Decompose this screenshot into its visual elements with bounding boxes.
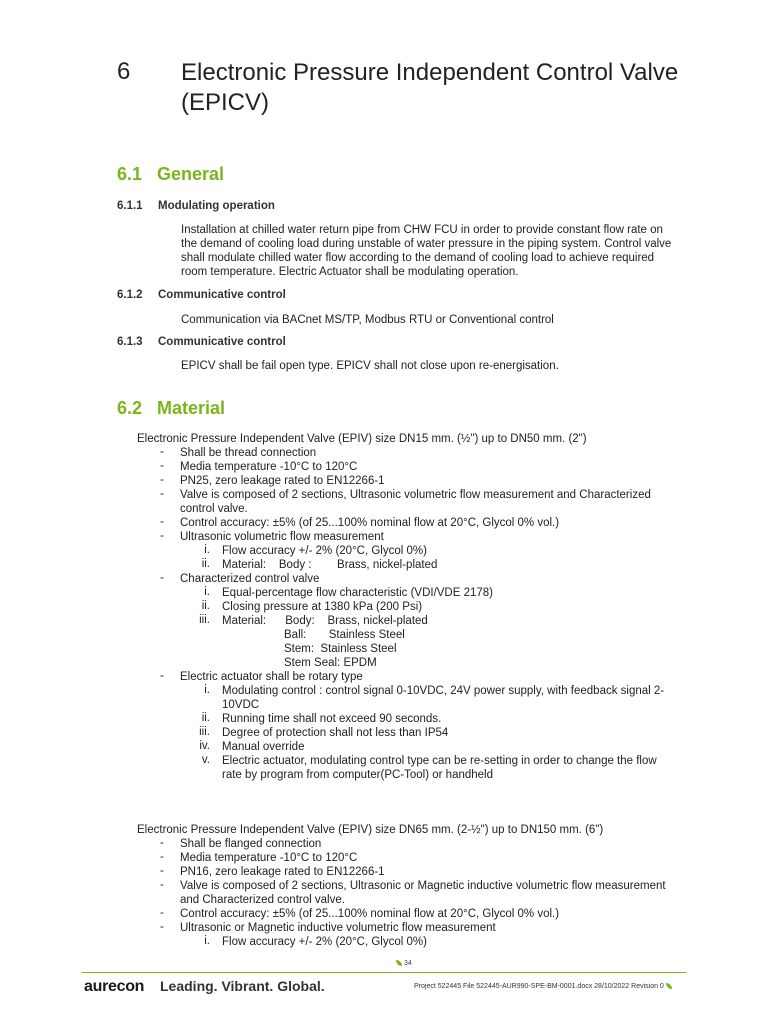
list-item: Control accuracy: ±5% (of 25...100% nominal flow at 20°C, Glycol 0% vol.) <box>180 517 560 529</box>
subsection-6-1-3-heading <box>117 336 286 348</box>
material-intro: Electronic Pressure Independent Valve (EPIV) size DN15 mm. (½") up to DN50 mm. (2") <box>137 433 587 445</box>
roman-numeral: i. <box>204 544 210 556</box>
list-dash: - <box>160 474 164 486</box>
list-dash: - <box>160 460 164 472</box>
roman-numeral: iv. <box>199 740 210 752</box>
sublist-item-continued: rate by program from computer(PC-Tool) or handheld <box>222 769 494 781</box>
list-item: Ultrasonic volumetric flow measurement <box>180 531 384 543</box>
project-reference-text: Project 522445 File 522445-AUR990-SPE-BM-0001.docx 28/10/2022 Revision 0 <box>414 983 664 990</box>
roman-numeral: ii. <box>201 558 210 570</box>
subsection-6-1-2-heading <box>117 289 286 301</box>
list-dash: - <box>160 488 164 500</box>
sublist-item: Closing pressure at 1380 kPa (200 Psi) <box>222 601 423 613</box>
subsection-title: Modulating operation <box>158 200 275 212</box>
section-6-2-heading <box>117 398 225 419</box>
list-item: Electric actuator shall be rotary type <box>180 671 363 683</box>
footer-tagline: Leading. Vibrant. Global. <box>160 978 325 994</box>
list-item-continued: control valve. <box>180 503 248 515</box>
list-dash: - <box>160 879 164 891</box>
list-item: PN25, zero leakage rated to EN12266-1 <box>180 475 385 487</box>
page-number-text: 34 <box>404 960 412 967</box>
paragraph-line: shall modulate chilled water flow according to the demand of cooling load to achieve required <box>181 252 655 264</box>
sublist-item: Electric actuator, modulating control type can be re-setting in order to change the flow <box>222 755 657 767</box>
list-item: Media temperature -10°C to 120°C <box>180 852 358 864</box>
roman-numeral: i. <box>204 586 210 598</box>
list-item: Shall be flanged connection <box>180 838 322 850</box>
subsection-number: 6.1.2 <box>117 289 143 301</box>
list-dash: - <box>160 670 164 682</box>
sublist-item: Flow accuracy +/- 2% (20°C, Glycol 0%) <box>222 545 427 557</box>
sublist-item: Flow accuracy +/- 2% (20°C, Glycol 0%) <box>222 936 427 948</box>
sublist-item: Degree of protection shall not less than IP54 <box>222 727 449 739</box>
roman-numeral: v. <box>201 754 210 766</box>
roman-numeral: iii. <box>199 614 210 626</box>
list-item: Control accuracy: ±5% (of 25...100% nominal flow at 20°C, Glycol 0% vol.) <box>180 908 560 920</box>
subsection-title: Communicative control <box>158 336 286 348</box>
chapter-number: 6 <box>117 58 131 85</box>
section-6-1-heading <box>117 164 224 185</box>
sublist-item: Equal-percentage flow characteristic (VDI/VDE 2178) <box>222 587 494 599</box>
sublist-item: Material: Body: Brass, nickel-plated <box>222 615 428 627</box>
list-item-continued: and Characterized control valve. <box>180 894 345 906</box>
section-title: Material <box>157 398 226 418</box>
section-title: General <box>157 164 225 184</box>
project-reference <box>414 983 674 990</box>
list-item: Ultrasonic or Magnetic inductive volumetric flow measurement <box>180 922 496 934</box>
paragraph-line: Installation at chilled water return pipe from CHW FCU in order to provide constant flow rate on <box>181 224 663 236</box>
chapter-title: Electronic Pressure Independent Control Valve (EPICV) <box>181 59 679 116</box>
sublist-item-continued: 10VDC <box>222 699 260 711</box>
list-dash: - <box>160 516 164 528</box>
roman-numeral: i. <box>204 684 210 696</box>
list-item: Shall be thread connection <box>180 447 317 459</box>
sublist-item-continued: Stem Seal: EPDM <box>284 657 377 669</box>
list-dash: - <box>160 851 164 863</box>
list-item: Valve is composed of 2 sections, Ultrasonic or Magnetic inductive volumetric flow measurement <box>180 880 666 892</box>
leaf-icon <box>396 960 402 966</box>
sublist-item: Material: Body : Brass, nickel-plated <box>222 559 438 571</box>
paragraph-line: the demand of cooling load during unstable of water pressure in the piping system. Control valve <box>181 238 672 250</box>
section-number: 6.2 <box>117 398 143 418</box>
list-item: Media temperature -10°C to 120°C <box>180 461 358 473</box>
roman-numeral: ii. <box>201 712 210 724</box>
sublist-item-continued: Ball: Stainless Steel <box>284 629 405 641</box>
list-dash: - <box>160 921 164 933</box>
list-dash: - <box>160 446 164 458</box>
section-number: 6.1 <box>117 164 143 184</box>
roman-numeral: iii. <box>199 726 210 738</box>
material-intro: Electronic Pressure Independent Valve (EPIV) size DN65 mm. (2-½") up to DN150 mm. (6") <box>137 824 604 836</box>
list-dash: - <box>160 865 164 877</box>
list-dash: - <box>160 837 164 849</box>
list-dash: - <box>160 530 164 542</box>
sublist-item: Running time shall not exceed 90 seconds. <box>222 713 442 725</box>
sublist-item-continued: Stem: Stainless Steel <box>284 643 397 655</box>
sublist-item: Modulating control : control signal 0-10VDC, 24V power supply, with feedback signal 2- <box>222 685 665 697</box>
paragraph-line: Communication via BACnet MS/TP, Modbus RTU or Conventional control <box>181 314 554 326</box>
sublist-item: Manual override <box>222 741 305 753</box>
footer-divider <box>82 972 686 973</box>
list-dash: - <box>160 907 164 919</box>
list-item: PN16, zero leakage rated to EN12266-1 <box>180 866 385 878</box>
page-number <box>396 960 412 967</box>
subsection-title: Communicative control <box>158 289 286 301</box>
aurecon-logo: aurecon <box>84 978 145 995</box>
leaf-icon <box>666 983 672 989</box>
list-item: Valve is composed of 2 sections, Ultrasonic volumetric flow measurement and Characterized <box>180 489 651 501</box>
roman-numeral: ii. <box>201 600 210 612</box>
subsection-number: 6.1.3 <box>117 336 143 348</box>
list-dash: - <box>160 572 164 584</box>
subsection-6-1-1-heading <box>117 200 275 212</box>
paragraph-line: EPICV shall be fail open type. EPICV shall not close upon re-energisation. <box>181 360 559 372</box>
subsection-number: 6.1.1 <box>117 200 143 212</box>
roman-numeral: i. <box>204 935 210 947</box>
paragraph-line: room temperature. Electric Actuator shall be modulating operation. <box>181 266 519 278</box>
list-item: Characterized control valve <box>180 573 320 585</box>
